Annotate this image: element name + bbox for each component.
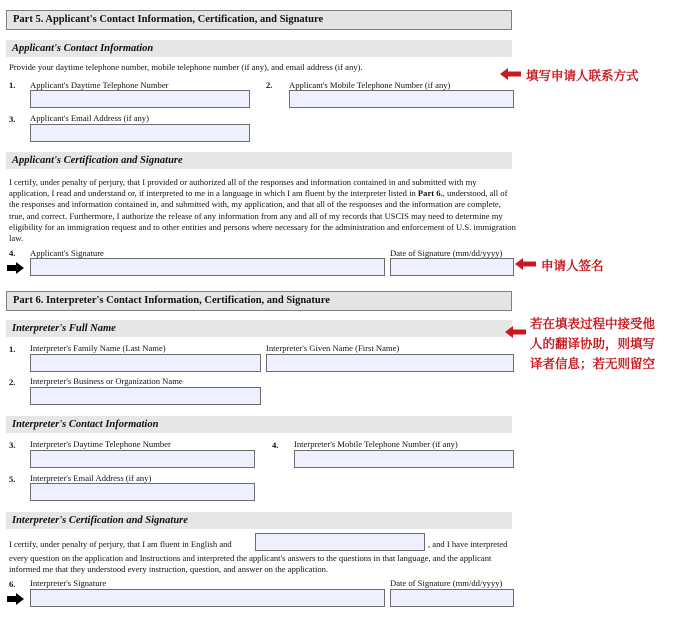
interpreter-business-name-input[interactable]: [30, 387, 261, 405]
part5-date-label: Date of Signature (mm/dd/yyyy): [390, 248, 503, 258]
interpreter-language-input[interactable]: [255, 533, 425, 551]
part6-q4-label: Interpreter's Mobile Telephone Number (if any): [294, 439, 458, 449]
arrow-left-icon: [500, 68, 522, 80]
arrow-left-icon: [515, 258, 537, 270]
part6-q4-number: 4.: [272, 440, 279, 450]
part6-q1-number: 1.: [9, 344, 16, 354]
part6-q5-label: Interpreter's Email Address (if any): [30, 473, 152, 483]
annotation-interpreter-note-1: 若在填表过程中接受他: [530, 316, 656, 331]
part5-q1-number: 1.: [9, 80, 16, 90]
part6-q6-label: Interpreter's Signature: [30, 578, 107, 588]
part6-q6-number: 6.: [9, 579, 16, 589]
part5-q4-label: Applicant's Signature: [30, 248, 104, 258]
part6-q1b-label: Interpreter's Given Name (First Name): [266, 343, 400, 353]
annotation-signature-note: 申请人签名: [541, 258, 604, 273]
part5-q1-label: Applicant's Daytime Telephone Number: [30, 80, 169, 90]
part6-name-heading: Interpreter's Full Name: [6, 320, 512, 337]
part6-cert-line1-a: I certify, under penalty of perjury, that I am fluent in English and: [9, 539, 232, 549]
part6-q3-number: 3.: [9, 440, 16, 450]
annotation-interpreter-note-2: 人的翻译协助，则填写: [530, 336, 656, 351]
part6-q1a-label: Interpreter's Family Name (Last Name): [30, 343, 166, 353]
interpreter-signature-input[interactable]: [30, 589, 385, 607]
part6-cert-text: every question on the application and Instructions and interpreted the applicant's answers to the questions in that language, and the applicant informed me that they understood every instruction, question, and answer on the application.: [9, 553, 492, 575]
applicant-signature-input[interactable]: [30, 258, 385, 276]
part5-contact-intro: Provide your daytime telephone number, mobile telephone number (if any), and email address (if any).: [9, 62, 363, 72]
part6-cert-heading: Interpreter's Certification and Signature: [6, 512, 512, 529]
part5-contact-heading: Applicant's Contact Information: [6, 40, 512, 57]
annotation-interpreter-note-3: 译者信息；若无则留空: [530, 356, 656, 371]
part5-cert-text: I certify, under penalty of perjury, that I provided or authorized all of the responses and information contained in and submitted with my application, I read and understand or, if interpreted to me in a language in which I am fluent by the interpreter listed in Part 6., understood, all of the responses and information contained in, and submitted with, my application, and that all of the responses and the information are complete, true, and correct. Furthermore, I authorize the release of any information from any and all of my records that USCIS may need to determine my eligibility for an immigration request and to other entities and persons where necessary for the administration and enforcement of U.S. immigration law.: [9, 177, 516, 244]
part5-q2-number: 2.: [266, 80, 273, 90]
applicant-daytime-phone-input[interactable]: [30, 90, 250, 108]
part6-q5-number: 5.: [9, 474, 16, 484]
part5-q4-number: 4.: [9, 248, 16, 258]
arrow-left-icon: [505, 326, 527, 338]
part6-title: Part 6. Interpreter's Contact Information, Certification, and Signature: [6, 291, 512, 311]
part5-title: Part 5. Applicant's Contact Information, Certification, and Signature: [6, 10, 512, 30]
interpreter-mobile-phone-input[interactable]: [294, 450, 514, 468]
part6-cert-line1-b: , and I have interpreted: [428, 539, 508, 549]
interpreter-given-name-input[interactable]: [266, 354, 514, 372]
applicant-signature-date-input[interactable]: [390, 258, 514, 276]
applicant-email-input[interactable]: [30, 124, 250, 142]
annotation-contact-note: 填写申请人联系方式: [526, 68, 639, 83]
part5-q2-label: Applicant's Mobile Telephone Number (if any): [289, 80, 451, 90]
interpreter-email-input[interactable]: [30, 483, 255, 501]
arrow-right-icon: [7, 593, 25, 605]
part6-q2-label: Interpreter's Business or Organization Name: [30, 376, 183, 386]
interpreter-signature-date-input[interactable]: [390, 589, 514, 607]
part6-q3-label: Interpreter's Daytime Telephone Number: [30, 439, 171, 449]
part5-q3-label: Applicant's Email Address (if any): [30, 113, 149, 123]
part5-cert-heading: Applicant's Certification and Signature: [6, 152, 512, 169]
part6-q2-number: 2.: [9, 377, 16, 387]
part5-q3-number: 3.: [9, 114, 16, 124]
interpreter-family-name-input[interactable]: [30, 354, 261, 372]
interpreter-daytime-phone-input[interactable]: [30, 450, 255, 468]
part6-date-label: Date of Signature (mm/dd/yyyy): [390, 578, 503, 588]
arrow-right-icon: [7, 262, 25, 274]
part6-contact-heading: Interpreter's Contact Information: [6, 416, 512, 433]
applicant-mobile-phone-input[interactable]: [289, 90, 514, 108]
